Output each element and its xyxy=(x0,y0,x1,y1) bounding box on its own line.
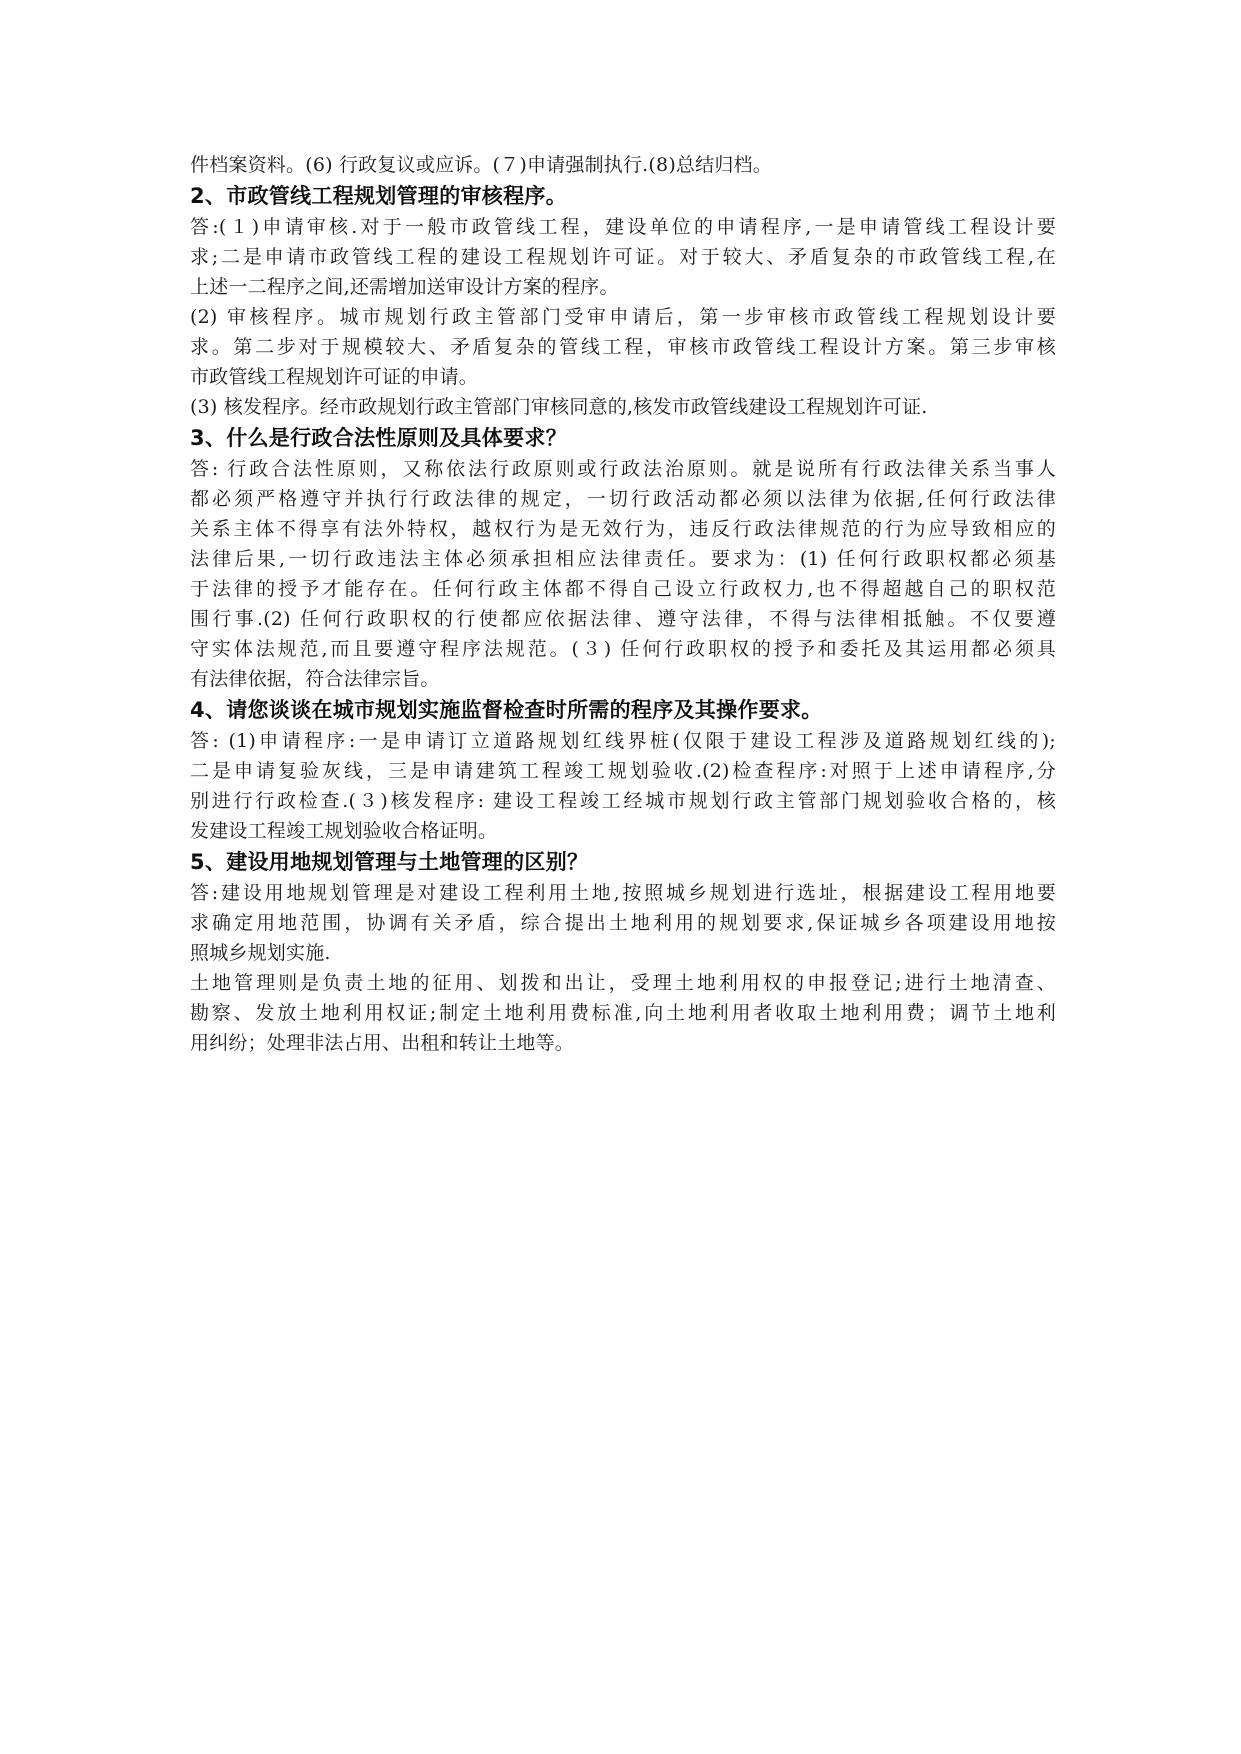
section-heading-5: 5、建设用地规划管理与土地管理的区别？ xyxy=(190,850,589,874)
section-heading-3: 3、什么是行政合法性原则及具体要求？ xyxy=(190,426,568,450)
body-text-line: 答: (1)申请程序:一是申请订立道路规划红线界桩(仅限于建设工程涉及道路规划红线的); xyxy=(190,730,1056,752)
body-text-line: 求;二是申请市政管线工程的建设工程规划许可证。对于较大、矛盾复杂的市政管线工程,在 xyxy=(190,246,1056,268)
section-heading-2: 2、市政管线工程规划管理的审核程序。 xyxy=(190,184,568,208)
body-text-line: (2) 审核程序。城市规划行政主管部门受审申请后，第一步审核市政管线工程规划设计要 xyxy=(190,306,1056,328)
body-text-line: 于法律的授予才能存在。任何行政主体都不得自己设立行政权力,也不得超越自己的职权范 xyxy=(190,578,1056,600)
body-text-line: 勘察、发放土地利用权证;制定土地利用费标准,向土地利用者收取土地利用费；调节土地利 xyxy=(190,1002,1056,1024)
body-text-line: 别进行行政检查.(３)核发程序: 建设工程竣工经城市规划行政主管部门规划验收合格的，核 xyxy=(190,790,1056,812)
body-text-line: 关系主体不得享有法外特权，越权行为是无效行为，违反行政法律规范的行为应导致相应的 xyxy=(190,518,1056,540)
body-text-line: 答:(１)申请审核.对于一般市政管线工程，建设单位的申请程序,一是申请管线工程设计要 xyxy=(190,216,1056,238)
body-text-line: 求。第二步对于规模较大、矛盾复杂的管线工程，审核市政管线工程设计方案。第三步审核 xyxy=(190,336,1056,358)
body-text-line: 围行事.(2) 任何行政职权的行使都应依据法律、遵守法律，不得与法律相抵触。不仅要遵 xyxy=(190,608,1056,630)
body-text-line: 照城乡规划实施. xyxy=(190,942,331,964)
body-text-line: 都必须严格遵守并执行行政法律的规定，一切行政活动都必须以法律为依据,任何行政法律 xyxy=(190,488,1056,510)
body-text-line: 上述一二程序之间,还需增加送审设计方案的程序。 xyxy=(190,276,619,298)
body-text-line: 市政管线工程规划许可证的申请。 xyxy=(190,366,479,388)
document-body xyxy=(190,150,1056,1058)
body-text-line: 发建设工程竣工规划验收合格证明。 xyxy=(190,820,498,842)
body-text-line: 答: 行政合法性原则，又称依法行政原则或行政法治原则。就是说所有行政法律关系当事人 xyxy=(190,458,1056,480)
body-text-line: 求确定用地范围，协调有关矛盾，综合提出土地利用的规划要求,保证城乡各项建设用地按 xyxy=(190,912,1056,934)
body-text-line: 土地管理则是负责土地的征用、划拨和出让，受理土地利用权的申报登记;进行土地清查、 xyxy=(190,972,1056,994)
body-text-line: 守实体法规范,而且要遵守程序法规范。(３) 任何行政职权的授予和委托及其运用都必须具 xyxy=(190,638,1056,660)
body-text-line: (3) 核发程序。经市政规划行政主管部门审核同意的,核发市政管线建设工程规划许可证. xyxy=(190,396,928,418)
body-text-line: 有法律依据，符合法律宗旨。 xyxy=(190,668,440,690)
body-text-line: 答:建设用地规划管理是对建设工程利用土地,按照城乡规划进行选址，根据建设工程用地要 xyxy=(190,882,1056,904)
body-text-line: 用纠纷；处理非法占用、出租和转让土地等。 xyxy=(190,1032,575,1054)
body-text-line: 件档案资料。(6) 行政复议或应诉。(７)申请强制执行.(8)总结归档。 xyxy=(190,154,772,176)
body-text-line: 二是申请复验灰线，三是申请建筑工程竣工规划验收.(2)检查程序:对照于上述申请程序,分 xyxy=(190,760,1056,782)
body-text-line: 法律后果,一切行政违法主体必须承担相应法律责任。要求为：(1) 任何行政职权都必须基 xyxy=(190,548,1056,570)
section-heading-4: 4、请您谈谈在城市规划实施监督检查时所需的程序及其操作要求。 xyxy=(190,698,823,722)
